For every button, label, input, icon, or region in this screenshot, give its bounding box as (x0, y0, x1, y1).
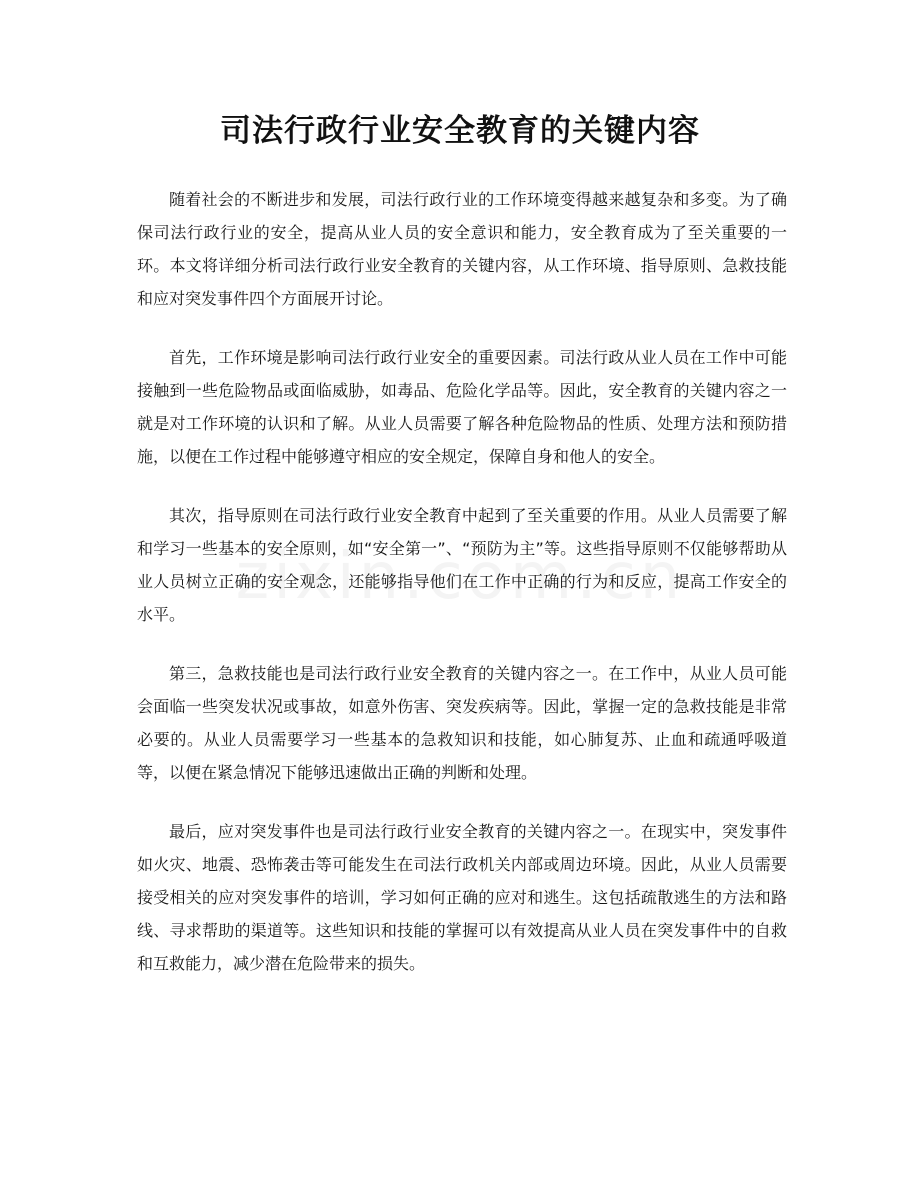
document-body (137, 183, 787, 1006)
paragraph-emergency-response: 最后，应对突发事件也是司法行政行业安全教育的关键内容之一。在现实中，突发事件如火灾、地震、恐怖袭击等可能发生在司法行政机关内部或周边环境。因此，从业人员需要接受相关的应对突发事件的培训，学习如何正确的应对和逃生。这包括疏散逃生的方法和路线、寻求帮助的渠道等。这些知识和技能的掌握可以有效提高从业人员在突发事件中的自救和互救能力，减少潜在危险带来的损失。 (137, 822, 787, 973)
paragraph-first-aid: 第三，急救技能也是司法行政行业安全教育的关键内容之一。在工作中，从业人员可能会面临一些突发状况或事故，如意外伤害、突发疾病等。因此，掌握一定的急救技能是非常必要的。从业人员需要学习一些基本的急救知识和技能，如心肺复苏、止血和疏通呼吸道等，以便在紧急情况下能够迅速做出正确的判断和处理。 (137, 664, 787, 782)
paragraph-guiding-principles: 其次，指导原则在司法行政行业安全教育中起到了至关重要的作用。从业人员需要了解和学习一些基本的安全原则，如“安全第一”、“预防为主”等。这些指导原则不仅能够帮助从业人员树立正确的安全观念，还能够指导他们在工作中正确的行为和反应，提高工作安全的水平。 (137, 506, 787, 624)
paragraph-work-environment: 首先，工作环境是影响司法行政行业安全的重要因素。司法行政从业人员在工作中可能接触到一些危险物品或面临威胁，如毒品、危险化学品等。因此，安全教育的关键内容之一就是对工作环境的认识和了解。从业人员需要了解各种危险物品的性质、处理方法和预防措施，以便在工作过程中能够遵守相应的安全规定，保障自身和他人的安全。 (137, 348, 787, 466)
paragraph-intro: 随着社会的不断进步和发展，司法行政行业的工作环境变得越来越复杂和多变。为了确保司法行政行业的安全，提高从业人员的安全意识和能力，安全教育成为了至关重要的一环。本文将详细分析司法行政行业安全教育的关键内容，从工作环境、指导原则、急救技能和应对突发事件四个方面展开讨论。 (137, 190, 787, 308)
document-title: 司法行政行业安全教育的关键内容 (220, 113, 700, 149)
